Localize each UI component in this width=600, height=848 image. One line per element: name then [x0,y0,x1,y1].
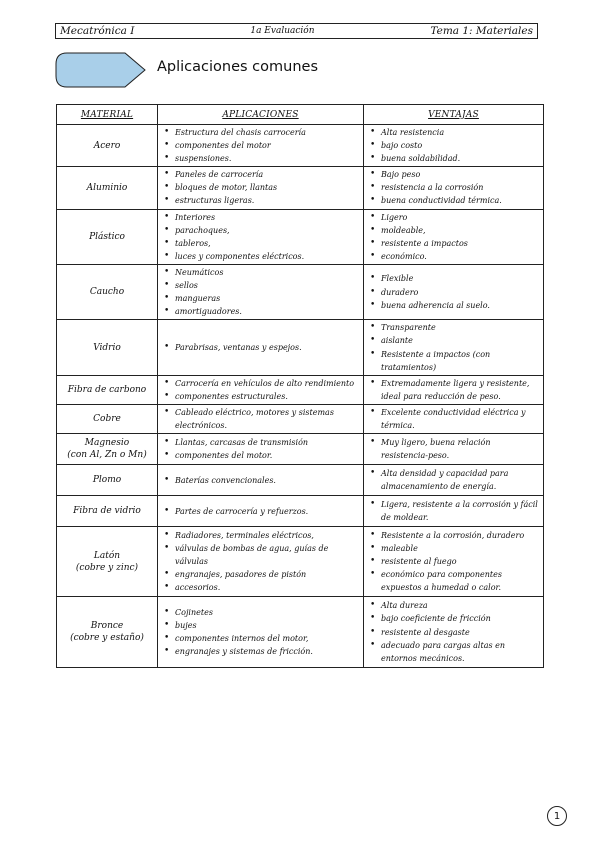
application-item: • Carrocería en vehículos de alto rendimiento [175,377,359,390]
material-cell [57,597,158,668]
advantage-item: • buena soldabilidad. [381,152,539,165]
header-evaluation: 1a Evaluación [250,26,315,36]
material-cell [57,167,158,209]
ventajas-list [364,167,543,208]
material-cell [57,465,158,496]
material-name: (cobre y zinc) [75,562,139,573]
ventajas-list [364,125,543,166]
aplicaciones-list [158,210,363,264]
advantage-item: • Extremadamente ligera y resistente, ideal para reducción de peso. [381,377,539,403]
application-item: • amortiguadores. [175,305,359,318]
aplicaciones-cell [158,209,364,264]
material-name: Fibra de carbono [67,384,147,395]
application-item: • Cojinetes [175,606,359,619]
table-row [57,209,544,264]
application-item: • Partes de carrocería y refuerzos. [175,505,359,518]
application-item: • componentes del motor. [175,449,359,462]
aplicaciones-list [158,405,363,433]
aplicaciones-list [158,340,363,355]
advantage-item: • buena adherencia al suelo. [381,299,539,312]
table-row [57,320,544,375]
material-cell [57,527,158,597]
application-item: • Parabrisas, ventanas y espejos. [175,341,359,354]
material-cell [57,209,158,264]
application-item: • bujes [175,619,359,632]
aplicaciones-cell [158,404,364,433]
section-title: Aplicaciones comunes [157,59,319,75]
ventajas-list [364,210,543,264]
material-name: (cobre y estaño) [70,633,144,644]
header-topic: Tema 1: Materiales [430,25,533,37]
section-pill-shape [55,52,147,88]
application-item: • Radiadores, terminales eléctricos, [175,529,359,542]
material-name: Caucho [89,287,125,298]
ventajas-cell [364,125,544,167]
ventajas-list [364,497,543,525]
aplicaciones-list [158,504,363,519]
aplicaciones-cell [158,167,364,209]
application-item: • componentes estructurales. [175,390,359,403]
aplicaciones-cell [158,320,364,375]
table-row [57,375,544,404]
page-header [55,23,538,39]
advantage-item: • bajo costo [381,139,539,152]
ventajas-list [364,376,543,404]
ventajas-cell [364,434,544,465]
application-item: • Interiores [175,211,359,224]
advantage-item: • resistencia a la corrosión [381,181,539,194]
table-row [57,167,544,209]
advantage-item: • buena conductividad térmica. [381,194,539,207]
application-item: • accesorios. [175,581,359,594]
aplicaciones-list [158,265,363,319]
ventajas-cell [364,320,544,375]
ventajas-list [364,528,543,595]
advantage-item: • resistente al desgaste [381,626,539,639]
table-row [57,434,544,465]
ventajas-list [364,271,543,312]
ventajas-cell [364,264,544,319]
material-name: Magnesio [84,438,130,449]
ventajas-list [364,435,543,463]
aplicaciones-cell [158,434,364,465]
advantage-item: • Transparente [381,321,539,334]
aplicaciones-list [158,376,363,404]
material-cell [57,496,158,527]
material-name: Vidrio [93,342,121,353]
application-item: • Llantas, carcasas de transmisión [175,436,359,449]
aplicaciones-cell [158,597,364,668]
page-number: 1 [547,806,567,826]
advantage-item: • maleable [381,542,539,555]
application-item: • componentes del motor [175,139,359,152]
material-cell [57,320,158,375]
material-cell [57,434,158,465]
advantage-item: • Ligera, resistente a la corrosión y fácil de moldear. [381,498,539,524]
ventajas-cell [364,404,544,433]
aplicaciones-cell [158,125,364,167]
aplicaciones-cell [158,496,364,527]
application-item: • válvulas de bombas de agua, guías de válvulas [175,542,359,568]
material-name: Bronce [90,621,124,632]
aplicaciones-list [158,125,363,166]
advantage-item: • moldeable, [381,224,539,237]
application-item: • suspensiones. [175,152,359,165]
ventajas-cell [364,527,544,597]
aplicaciones-list [158,167,363,208]
ventajas-cell [364,496,544,527]
advantage-item: • resistente al fuego [381,555,539,568]
advantage-item: • Alta densidad y capacidad para almacenamiento de energía. [381,467,539,493]
material-name: Fibra de vidrio [73,506,141,517]
ventajas-cell [364,465,544,496]
material-name: Acero [93,140,121,151]
aplicaciones-list [158,473,363,488]
ventajas-cell [364,597,544,668]
column-header-material: MATERIAL [57,105,158,125]
material-name: Aluminio [86,182,128,193]
table-row [57,404,544,433]
material-name: (con Al, Zn o Mn) [67,450,147,461]
table-row [57,125,544,167]
advantage-item: • resistente a impactos [381,237,539,250]
advantage-item: • Flexible [381,272,539,285]
material-name: Latón [93,550,121,561]
advantage-item: • duradero [381,286,539,299]
ventajas-cell [364,167,544,209]
table-row [57,597,544,668]
application-item: • Paneles de carrocería [175,168,359,181]
ventajas-list [364,405,543,433]
advantage-item: • Ligero [381,211,539,224]
advantage-item: • bajo coeficiente de fricción [381,612,539,625]
column-header-ventajas: VENTAJAS [364,105,544,125]
application-item: • luces y componentes eléctricos. [175,250,359,263]
application-item: • sellos [175,279,359,292]
advantage-item: • Excelente conductividad eléctrica y térmica. [381,406,539,432]
advantage-item: • económico. [381,250,539,263]
material-name: Plomo [92,475,122,486]
application-item: • engranajes, pasadores de pistón [175,568,359,581]
application-item: • Estructura del chasis carrocería [175,126,359,139]
advantage-item: • Resistente a la corrosión, duradero [381,529,539,542]
advantage-item: • adecuado para cargas altas en entornos mecánicos. [381,639,539,665]
material-cell [57,125,158,167]
advantage-item: • Alta resistencia [381,126,539,139]
aplicaciones-cell [158,264,364,319]
material-cell [57,375,158,404]
ventajas-list [364,598,543,665]
aplicaciones-list [158,528,363,595]
advantage-item: • aislante [381,334,539,347]
application-item: • mangueras [175,292,359,305]
table-header-row [57,105,544,125]
advantage-item: • económico para componentes expuestos a humedad o calor. [381,568,539,594]
header-course: Mecatrónica I [60,25,135,37]
advantage-item: • Resistente a impactos (con tratamientos) [381,348,539,374]
advantage-item: • Alta dureza [381,599,539,612]
ventajas-list [364,466,543,494]
aplicaciones-list [158,605,363,659]
column-header-aplicaciones: APLICACIONES [158,105,364,125]
ventajas-list [364,320,543,374]
materials-table [56,104,544,668]
application-item: • parachoques, [175,224,359,237]
material-name: Cobre [93,413,121,424]
application-item: • Neumáticos [175,266,359,279]
application-item: • engranajes y sistemas de fricción. [175,645,359,658]
material-cell [57,264,158,319]
table-row [57,264,544,319]
material-name: Plástico [89,231,125,242]
material-cell [57,404,158,433]
application-item: • tableros, [175,237,359,250]
ventajas-cell [364,375,544,404]
aplicaciones-cell [158,527,364,597]
advantage-item: • Muy ligero, buena relación resistencia-peso. [381,436,539,462]
aplicaciones-cell [158,465,364,496]
aplicaciones-list [158,435,363,463]
table-row [57,465,544,496]
ventajas-cell [364,209,544,264]
table-row [57,496,544,527]
application-item: • Cableado eléctrico, motores y sistemas electrónicos. [175,406,359,432]
application-item: • componentes internos del motor, [175,632,359,645]
application-item: • estructuras ligeras. [175,194,359,207]
aplicaciones-cell [158,375,364,404]
application-item: • bloques de motor, llantas [175,181,359,194]
application-item: • Baterías convencionales. [175,474,359,487]
advantage-item: • Bajo peso [381,168,539,181]
table-row [57,527,544,597]
